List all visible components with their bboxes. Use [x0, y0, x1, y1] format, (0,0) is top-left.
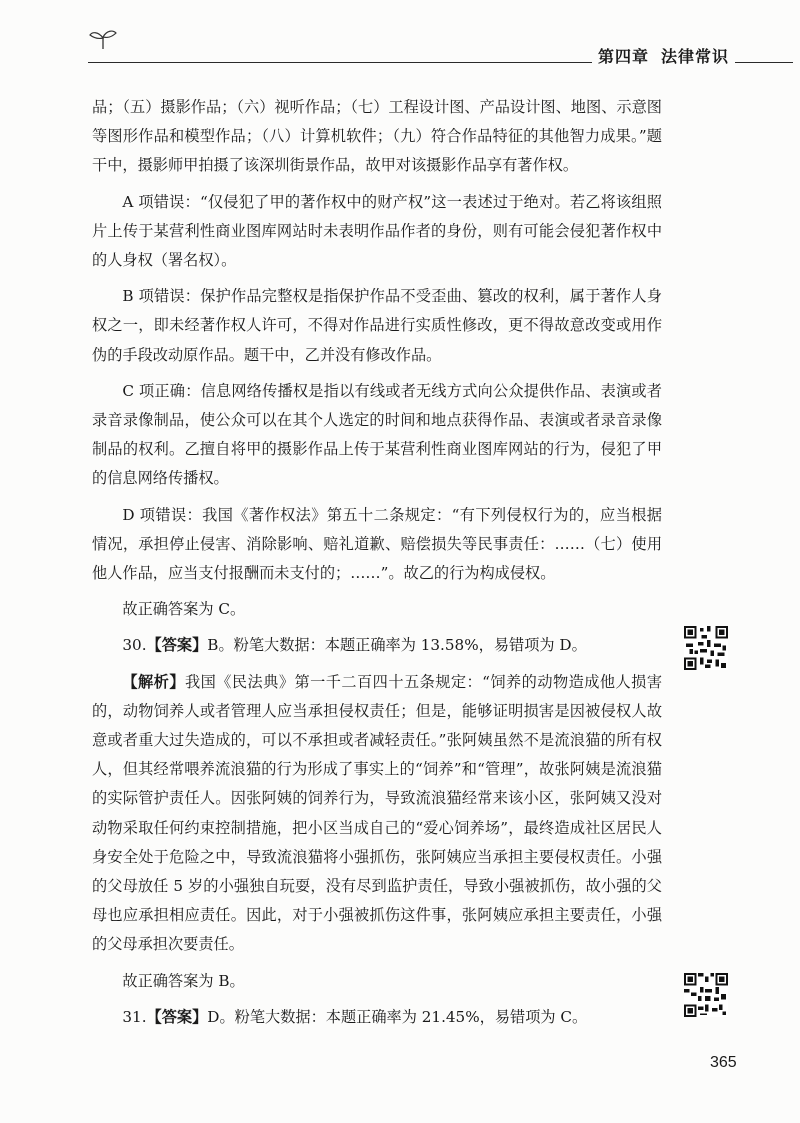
q30-answer-text: B。粉笔大数据：本题正确率为 13.58%，易错项为 D。	[207, 636, 587, 655]
header-rule-right	[735, 62, 793, 63]
paragraph-conclusion-29: 故正确答案为 C。	[122, 600, 246, 619]
paragraph-option-a: A 项错误：“仅侵犯了甲的著作权中的财产权”这一表述过于绝对。若乙将该组照片上传于某营利性商业图库网站时未表明作品作者的身份，则有可能会侵犯著作权中的人身权（署名权）。	[92, 192, 662, 270]
q30-analysis-label: 【解析】	[122, 672, 185, 691]
q30-answer	[92, 631, 662, 660]
page-number: 365	[710, 1054, 737, 1071]
q30-analysis	[92, 668, 662, 960]
q31-answer-label: 【答案】	[146, 1007, 208, 1026]
q31-answer-text: D。粉笔大数据：本题正确率为 21.45%，易错项为 C。	[207, 1007, 588, 1026]
q30-conclusion: 故正确答案为 B。	[122, 971, 245, 990]
q31-answer	[92, 1003, 662, 1032]
header-rule-left	[88, 62, 592, 63]
q30-number: 30.	[122, 636, 147, 655]
page-body	[92, 93, 662, 1039]
paragraph-continuation: 品；（五）摄影作品；（六）视听作品；（七）工程设计图、产品设计图、地图、示意图等图形作品和模型作品；（八）计算机软件；（九）符合作品特征的其他智力成果。”题干中，摄影师甲拍摄了该深圳街景作品，故甲对该摄影作品享有著作权。	[92, 98, 662, 175]
qr-code-icon[interactable]	[684, 626, 728, 670]
paragraph-option-b: B 项错误：保护作品完整权是指保护作品不受歪曲、篡改的权利，属于著作人身权之一，即未经著作权人许可，不得对作品进行实质性修改，更不得故意改变或用作伪的手段改动原作品。题干中，乙并没有修改作品。	[92, 287, 662, 364]
chapter-subject: 法律常识	[661, 47, 730, 66]
q30-analysis-text: 我国《民法典》第一千二百四十五条规定：“饲养的动物造成他人损害的，动物饲养人或者管理人应当承担侵权责任；但是，能够证明损害是因被侵权人故意或者重大过失造成的，可以不承担或者减轻责任。”张阿姨虽然不是流浪猫的所有权人，但其经常喂养流浪猫的行为形成了事实上的“饲养”和“管理”，故张阿姨是流浪猫的实际管护责任人。因张阿姨的饲养行为，导致流浪猫经常来该小区，张阿姨又没对动物采取任何约束控制措施，把小区当成自己的“爱心饲养场”，最终造成社区居民人身安全处于危险之中，导致流浪猫将小强抓伤，张阿姨应当承担主要侵权责任。小强的父母放任 5 岁的小强独自玩耍，没有尽到监护责任，导致小强被抓伤，故小强的父母也应承担相应责任。因此，对于小强被抓伤这件事，张阿姨应承担主要责任，小强的父母承担次要责任。	[92, 672, 663, 954]
qr-code-icon[interactable]	[684, 973, 728, 1017]
chapter-number: 第四章	[598, 47, 650, 66]
q31-number: 31.	[122, 1007, 147, 1026]
chapter-title	[598, 44, 729, 67]
paragraph-option-d: D 项错误：我国《著作权法》第五十二条规定：“有下列侵权行为的，应当根据情况，承担停止侵害、消除影响、赔礼道歉、赔偿损失等民事责任：……（七）使用他人作品，应当支付报酬而未支付的；……”。故乙的行为构成侵权。	[92, 505, 662, 583]
q30-answer-label: 【答案】	[146, 636, 208, 655]
page-header	[0, 0, 800, 80]
paragraph-option-c: C 项正确：信息网络传播权是指以有线或者无线方式向公众提供作品、表演或者录音录像制品，使公众可以在其个人选定的时间和地点获得作品、表演或者录音录像制品的权利。乙擅自将甲的摄影作品上传于某营利性商业图库网站的行为，侵犯了甲的信息网络传播权。	[92, 381, 662, 488]
sprout-icon	[88, 28, 118, 50]
